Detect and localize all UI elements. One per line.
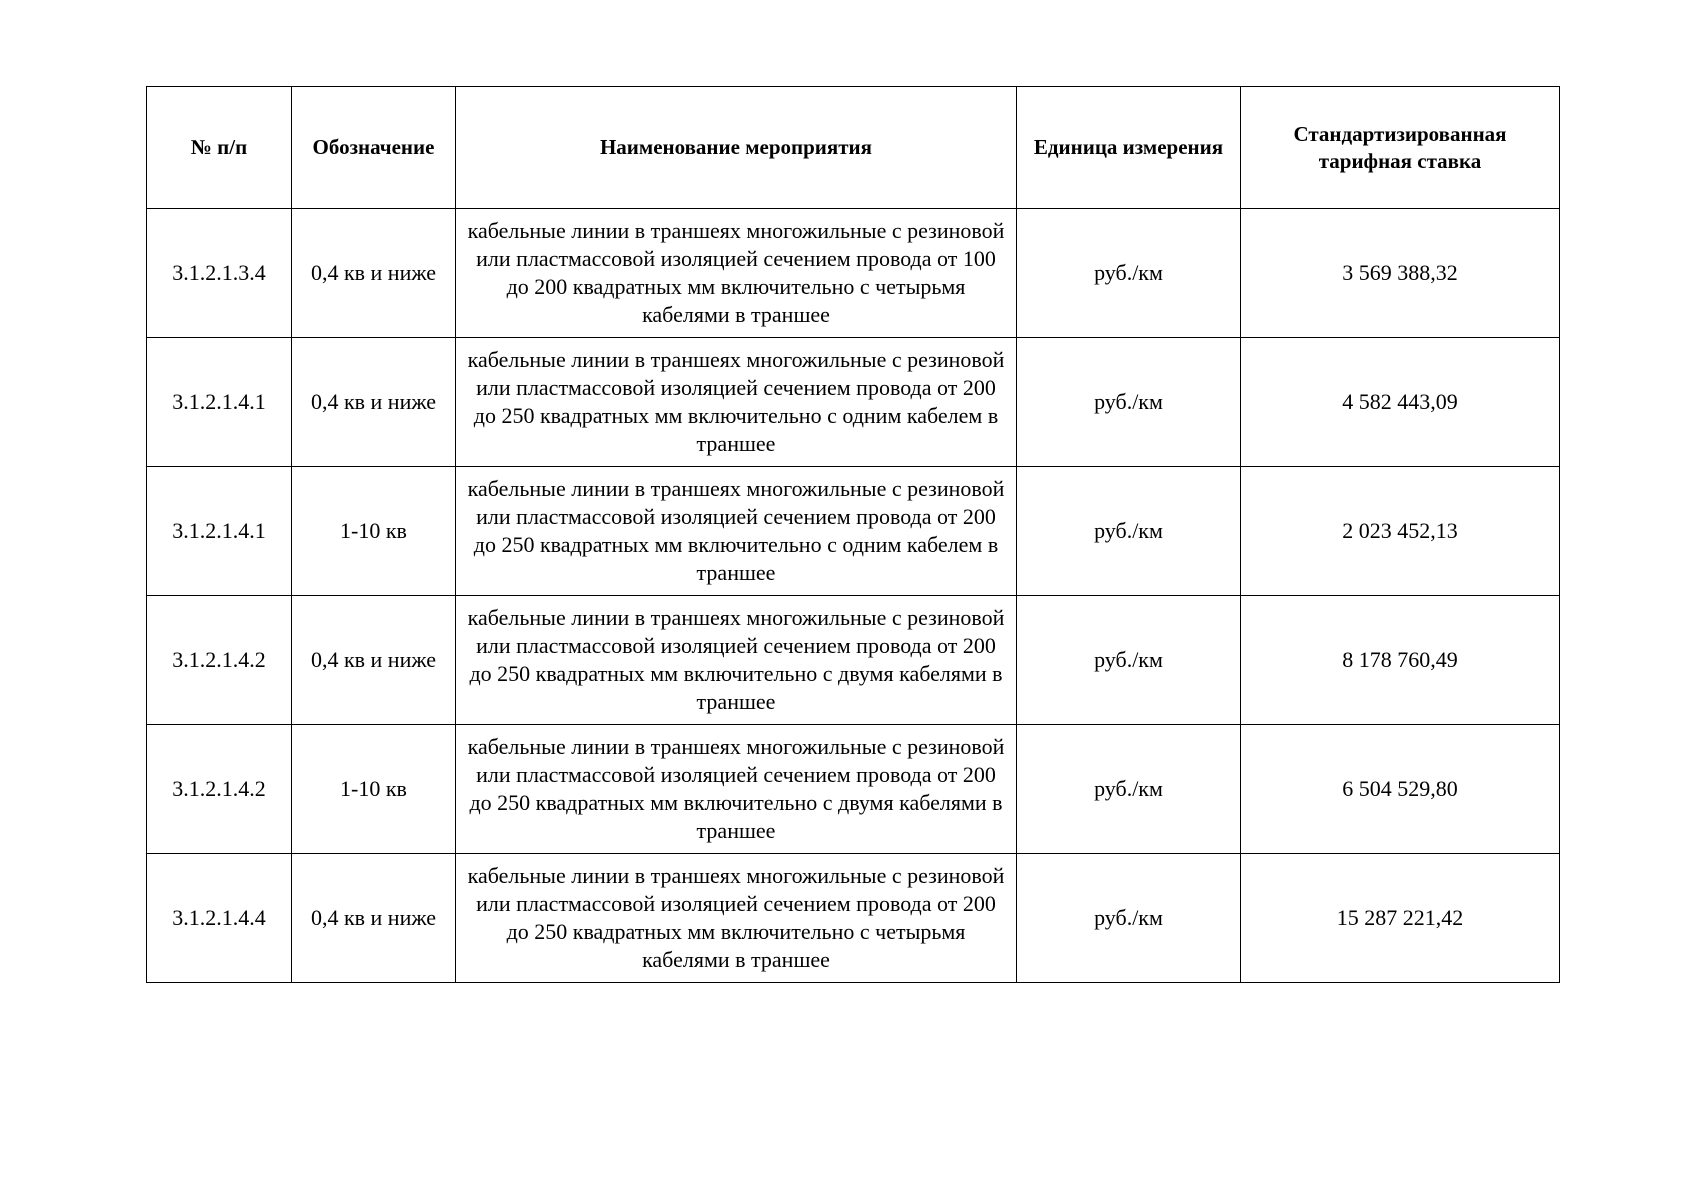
cell-designation: 0,4 кв и ниже [292, 854, 456, 983]
cell-rate: 2 023 452,13 [1241, 467, 1560, 596]
cell-description: кабельные линии в траншеях многожильные с резиновой или пластмассовой изоляцией сечением провода от 200 до 250 квадратных мм включительно с двумя кабелями в траншее [456, 596, 1017, 725]
cell-number: 3.1.2.1.3.4 [147, 209, 292, 338]
table-row [147, 596, 1560, 725]
cell-description: кабельные линии в траншеях многожильные с резиновой или пластмассовой изоляцией сечением провода от 100 до 200 квадратных мм включительно с четырьмя кабелями в траншее [456, 209, 1017, 338]
cell-rate: 8 178 760,49 [1241, 596, 1560, 725]
table-row [147, 338, 1560, 467]
cell-rate: 15 287 221,42 [1241, 854, 1560, 983]
table-row [147, 725, 1560, 854]
header-number: № п/п [147, 87, 292, 209]
cell-unit: руб./км [1017, 209, 1241, 338]
cell-unit: руб./км [1017, 596, 1241, 725]
cell-number: 3.1.2.1.4.4 [147, 854, 292, 983]
tariff-table [146, 86, 1560, 983]
cell-number: 3.1.2.1.4.1 [147, 338, 292, 467]
table-row [147, 854, 1560, 983]
header-rate: Стандартизированная тарифная ставка [1241, 87, 1560, 209]
cell-description: кабельные линии в траншеях многожильные с резиновой или пластмассовой изоляцией сечением провода от 200 до 250 квадратных мм включительно с одним кабелем в траншее [456, 467, 1017, 596]
cell-description: кабельные линии в траншеях многожильные с резиновой или пластмассовой изоляцией сечением провода от 200 до 250 квадратных мм включительно с одним кабелем в траншее [456, 338, 1017, 467]
cell-number: 3.1.2.1.4.1 [147, 467, 292, 596]
cell-unit: руб./км [1017, 725, 1241, 854]
cell-designation: 1-10 кв [292, 467, 456, 596]
cell-rate: 4 582 443,09 [1241, 338, 1560, 467]
cell-description: кабельные линии в траншеях многожильные с резиновой или пластмассовой изоляцией сечением провода от 200 до 250 квадратных мм включительно с четырьмя кабелями в траншее [456, 854, 1017, 983]
table-header [147, 87, 1560, 209]
table-row [147, 209, 1560, 338]
table-body [147, 209, 1560, 983]
cell-unit: руб./км [1017, 854, 1241, 983]
cell-unit: руб./км [1017, 338, 1241, 467]
header-description: Наименование мероприятия [456, 87, 1017, 209]
header-designation: Обозначение [292, 87, 456, 209]
table-row [147, 467, 1560, 596]
cell-designation: 0,4 кв и ниже [292, 596, 456, 725]
cell-designation: 0,4 кв и ниже [292, 209, 456, 338]
cell-designation: 0,4 кв и ниже [292, 338, 456, 467]
cell-description: кабельные линии в траншеях многожильные с резиновой или пластмассовой изоляцией сечением провода от 200 до 250 квадратных мм включительно с двумя кабелями в траншее [456, 725, 1017, 854]
cell-unit: руб./км [1017, 467, 1241, 596]
cell-number: 3.1.2.1.4.2 [147, 596, 292, 725]
header-row [147, 87, 1560, 209]
cell-rate: 3 569 388,32 [1241, 209, 1560, 338]
cell-number: 3.1.2.1.4.2 [147, 725, 292, 854]
cell-designation: 1-10 кв [292, 725, 456, 854]
cell-rate: 6 504 529,80 [1241, 725, 1560, 854]
header-unit: Единица измерения [1017, 87, 1241, 209]
